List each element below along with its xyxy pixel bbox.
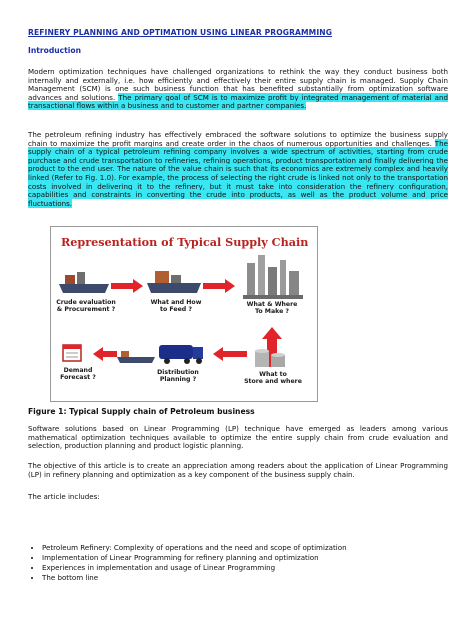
paragraph-scm-intro (28, 68, 448, 111)
label-store-where (231, 371, 315, 385)
arrow-left-icon (93, 347, 117, 361)
label-crude-evaluation (53, 299, 119, 313)
barge-icon (117, 351, 155, 363)
arrow-left-icon (213, 347, 247, 361)
label-where-to-make (235, 301, 309, 315)
list-item: • Petroleum Refinery: Complexity of operations and the need and scope of optimization (42, 543, 347, 553)
paragraph-text: The petroleum refining industry has effectively embraced the software solutions to optimize the business supply chain to maximize the profit margins and create order in the chaos of numerous opportunities and challenges. (28, 130, 448, 148)
highlighted-text: The supply chain of a typical petroleum refining company involves a wide spectrum of activities, starting from crude purchase and crude transportation to refineries, refining operations, product transportation and finally delivering the product to the end user. The nature of the value chain is such that its economics are extremely complex and heavily linked (Refer to Fig. 1.0). For example, the process of selecting the right crude is linked not only to the transportation costs involved in delivering it to the refinery, but it must take into consideration the refinery configuration, capabilities and constraints in converting the crude into products, as well as the product volume and price fluctuations. (28, 138, 448, 208)
label-text: What and How to Feed ? (150, 299, 202, 313)
arrow-right-icon (203, 279, 235, 293)
label-demand-forecast (53, 367, 103, 381)
label-text: Demand Forecast ? (60, 367, 96, 381)
introduction-heading: Introduction (28, 46, 82, 55)
paragraph-article-includes: The article includes: (28, 492, 100, 501)
label-text: Distribution Planning ? (157, 369, 199, 383)
list-item: • Experiences in implementation and usage of Linear Programming (42, 563, 347, 573)
paragraph-objective: The objective of this article is to create an appreciation among readers about the application of Linear Programming (LP) in refinery planning and optimization as a key component of the business supply chain. (28, 461, 448, 479)
arrow-right-icon (111, 279, 143, 293)
tanker-truck-icon (159, 345, 203, 364)
paragraph-refining-industry (28, 131, 448, 208)
article-topics-list (28, 543, 347, 583)
paragraph-text: Modern optimization techniques have challenged organizations to rethink the way they conduct business both internally and externally, i.e. how efficiently and effectively their entire supply chain is managed. Supply Chain Management (SCM) is one such business function that has benefited substantially from optimization software advances and solutions. (28, 67, 448, 102)
label-text: What to Store and where (244, 371, 302, 385)
refinery-ship-icon (147, 271, 201, 293)
document-title: REFINERY PLANNING AND OPTIMATION USING LINEAR PROGRAMMING (28, 28, 333, 37)
figure-caption: Figure 1: Typical Supply chain of Petroleum business (28, 407, 255, 416)
figure-title: Representation of Typical Supply Chain (61, 235, 309, 249)
label-text: What & Where To Make ? (246, 301, 298, 315)
highlighted-text: The primary goal of SCM is to maximize profit by integrated management of material and transactional flows within a business and to customer and partner companies. (28, 92, 448, 111)
refinery-towers-icon (243, 255, 303, 299)
label-text: Crude evaluation & Procurement ? (56, 299, 116, 313)
demand-calendar-icon (63, 345, 81, 361)
tanker-ship-icon (59, 272, 109, 293)
label-how-to-feed (141, 299, 211, 313)
list-item: • Implementation of Linear Programming for refinery planning and optimization (42, 553, 347, 563)
label-distribution-planning (143, 369, 213, 383)
list-item: • The bottom line (42, 573, 347, 583)
supply-chain-figure (50, 226, 318, 402)
paragraph-lp-solutions: Software solutions based on Linear Programming (LP) technique have emerged as leaders among various mathematical optimization techniques available to optimize the entire supply chain from crude evaluation and selection, production planning and product logistic planning. (28, 424, 448, 451)
